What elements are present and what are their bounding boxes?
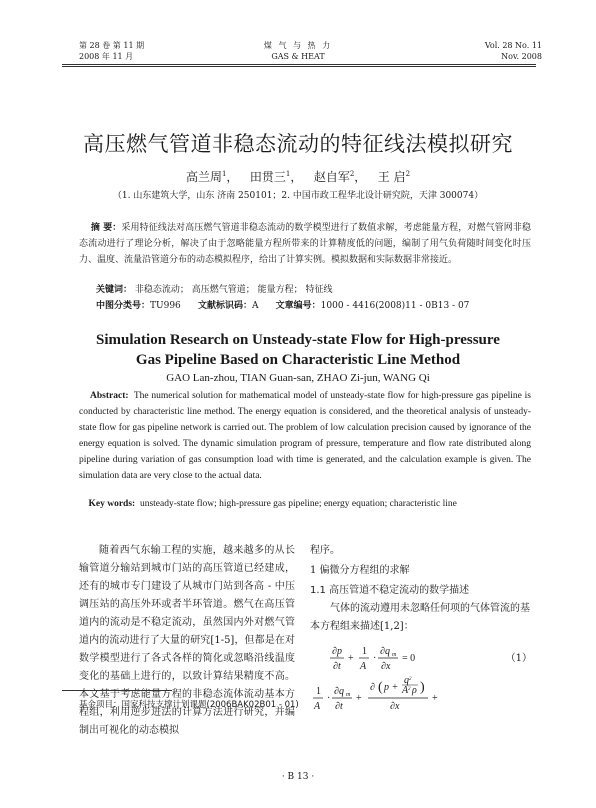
svg-text:m: m — [392, 652, 397, 658]
equation-2 — [310, 676, 532, 716]
svg-text:∂t: ∂t — [335, 701, 343, 712]
svg-text:ρ: ρ — [412, 685, 417, 696]
author-affil-mark: 2 — [349, 170, 355, 178]
title-en-line1: Simulation Research on Unsteady-state Flow for High-pressure — [96, 332, 500, 348]
body-left-column: 随着西气东输工程的实施，越来越多的从长输管道分输站到城市门站的高压管道已经建成，还有的城市专门建设了从城市门站到各高 - 中压调压站的高压外环或者半环管道。燃气在高压管道内的流动是不稳定流动，虽然国内外对燃气管道内的流动进行了大量的研究[1-5]，但都是在对数学模型进行了各式各样的简化或忽略沿线温度变化的基础上进行的，以致计算结果精度不高。本文基于考虑能量方程的非稳态流体流动基本方程组，利用逆步进法的计算方法进行研究，并编制出可视化的动态模拟 — [79, 545, 295, 736]
svg-text:2: 2 — [409, 677, 412, 682]
svg-text:+: + — [356, 693, 362, 704]
clc-label: 中图分类号： — [96, 301, 151, 311]
journal-name-zh: 煤 气 与 热 力 — [263, 41, 333, 50]
author-affil-mark: 1 — [221, 170, 227, 178]
header-rule — [62, 64, 536, 65]
keywords-zh-text: 非稳态流动； 高压燃气管道； 能量方程； 特征线 — [134, 285, 333, 295]
svg-text:1: 1 — [362, 646, 367, 657]
equation-number: （1） — [505, 653, 532, 664]
volume-issue-en: Vol. 28 No. 11 — [484, 41, 542, 50]
header-rule-2 — [62, 66, 536, 67]
authors-en: GAO Lan-zhou, TIAN Guan-san, ZHAO Zi-jun, WANG Qi — [166, 372, 430, 384]
svg-text:p +: p + — [384, 682, 399, 693]
equation-1 — [310, 642, 532, 676]
svg-text:·: · — [373, 653, 377, 664]
author-name: 王 启 — [377, 170, 406, 184]
svg-text:∂p: ∂p — [332, 646, 342, 657]
article-title-zh: 高压燃气管道非稳态流动的特征线法模拟研究 — [83, 132, 513, 156]
author-name: 赵自军 — [313, 170, 350, 184]
keywords-en — [79, 496, 531, 512]
body-continuation: 程序。 — [310, 545, 340, 556]
journal-volume-info-en — [485, 40, 542, 62]
author-name: 高兰周 — [185, 170, 222, 184]
article-number-label: 文章编号： — [275, 301, 321, 311]
svg-text:): ) — [420, 680, 425, 695]
abstract-zh-text: 采用特征线法对高压燃气管道非稳态流动的数学模型进行了数值求解，考虑能量方程，对燃气管网非稳态流动进行了理论分析，解决了由于忽略能量方程所带来的计算精度低的问题，编制了用气负荷随时间变化时压力、温度、流量沿管道分布的动态模拟程序，给出了计算实例。模拟数据和实际数据非常接近。 — [79, 223, 531, 265]
svg-text:∂q: ∂q — [380, 646, 390, 657]
svg-text:·: · — [327, 693, 331, 704]
abstract-en — [79, 388, 531, 484]
affiliation-zh: （1. 山东建筑大学，山东 济南 250101；2. 中国市政工程华北设计研究院，天津 300074） — [112, 191, 484, 201]
equation-2-graphic — [310, 676, 532, 716]
svg-text:= 0: = 0 — [402, 653, 416, 664]
keywords-zh-label: 关键词： — [96, 285, 133, 295]
svg-text:+: + — [432, 693, 438, 704]
svg-text:+: + — [348, 653, 354, 664]
journal-name-en: GAS & HEAT — [271, 52, 325, 61]
abstract-zh-label: 摘 要： — [90, 223, 122, 233]
svg-text:∂x: ∂x — [390, 701, 400, 712]
footnote-rule — [62, 690, 172, 691]
subsection-heading: 1.1 高压管道不稳定流动的数学描述 — [310, 585, 470, 596]
article-title-en — [0, 330, 596, 370]
svg-text:(: ( — [378, 680, 383, 695]
svg-text:∂t: ∂t — [333, 661, 341, 672]
authors-zh: 高兰周$^1$， 田贯三$^1$， 赵自军$^2$， 王 启$^2$ — [185, 170, 411, 184]
svg-text:∂q: ∂q — [334, 686, 344, 697]
clc-code: TU996 — [150, 301, 181, 311]
article-number: 1000 - 4416(2008)11 - 0B13 - 07 — [320, 301, 470, 311]
keywords-zh — [96, 282, 332, 295]
abstract-en-text: The numerical solution for mathematical model of unsteady-state flow for high-pressure gas pipeline is conducted by characteristic line method. The energy equation is considered, and the theoretical analysis of unsteady-state flow for gas pipeline network is carried out. The problem of low calculation precision caused by ignorance of the energy equation is solved. The dynamic simulation program of pressure, temperature and flow rate distributed along pipeline during variation of gas consumption load with time is generated, and the calculation example is given. The simulation data are very close to the actual data. — [79, 391, 531, 481]
svg-text:∂: ∂ — [370, 682, 375, 693]
author-affil-mark: 1 — [285, 170, 291, 178]
abstract-zh — [79, 220, 531, 268]
svg-text:A: A — [360, 661, 367, 672]
body-paragraph: 气体的流动遵用未忽略任何项的气体管流的基本方程组来描述[1,2]： — [310, 603, 530, 632]
classification-line — [96, 298, 469, 311]
svg-text:m: m — [346, 692, 351, 698]
section-heading: 1 偏微分方程组的求解 — [310, 565, 410, 576]
doc-code: A — [251, 301, 259, 311]
author-affil-mark: 2 — [405, 170, 411, 178]
body-right-column — [310, 542, 532, 716]
author-name: 田贯三 — [249, 170, 286, 184]
svg-text:1: 1 — [316, 686, 321, 697]
issue-date: 2008 年 11 月 — [79, 52, 134, 61]
svg-text:q: q — [404, 676, 409, 686]
svg-text:∂x: ∂x — [381, 661, 391, 672]
issue-date-en: Nov. 2008 — [501, 52, 542, 61]
title-en-line2: Gas Pipeline Based on Characteristic Line Method — [135, 352, 461, 368]
keywords-en-label: Key words: — [88, 499, 136, 509]
equation-1-graphic — [310, 642, 532, 676]
abstract-en-label: Abstract: — [90, 391, 129, 401]
svg-text:A: A — [314, 701, 321, 712]
funding-note: 基金项目：国家科技支撑计划课题(2006BAK02B01 - 01) — [79, 700, 299, 710]
svg-text:2: 2 — [408, 687, 411, 692]
doc-code-label: 文献标识码： — [197, 301, 252, 311]
page-number: · B 13 · — [281, 772, 315, 782]
volume-issue: 第 28 卷 第 11 期 — [79, 41, 145, 50]
keywords-en-text: unsteady-state flow; high-pressure gas pipeline; energy equation; characteristic line — [139, 499, 457, 509]
svg-text:A: A — [402, 685, 409, 696]
